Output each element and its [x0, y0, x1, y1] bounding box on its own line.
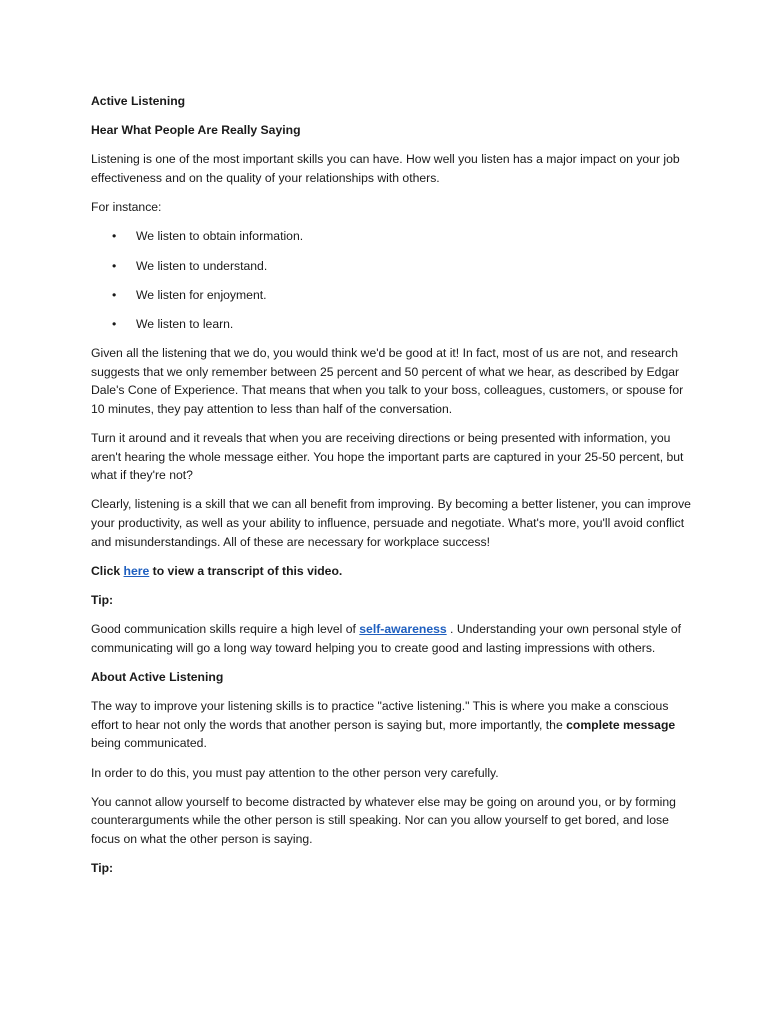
- document-subtitle: Hear What People Are Really Saying: [91, 123, 301, 138]
- tip-suffix: . Understanding your own personal style of communicating will go a long way toward helping you to create good and lasting impressions with others.: [91, 622, 682, 655]
- self-awareness-link[interactable]: self-awareness: [359, 622, 447, 637]
- way-suffix: being communicated.: [91, 736, 207, 751]
- list-item: [91, 315, 691, 334]
- transcript-suffix: to view a transcript of this video.: [149, 563, 343, 578]
- list-item: [91, 286, 691, 305]
- turn-paragraph: Turn it around and it reveals that when you are receiving directions or being presented with information, you aren't hearing the whole message either. You hope the important parts are captured in your 25-50 percent, but what if they're not?: [91, 431, 684, 483]
- document-title: Active Listening: [91, 94, 186, 108]
- bullet-icon: •: [112, 316, 117, 331]
- list-item: [91, 227, 691, 246]
- list-item-text: We listen to understand.: [136, 258, 268, 273]
- list-item-text: We listen to learn.: [136, 316, 234, 331]
- section-heading: About Active Listening: [91, 669, 224, 684]
- order-paragraph: In order to do this, you must pay attention to the other person very carefully.: [91, 765, 499, 780]
- bullet-icon: •: [112, 258, 117, 273]
- intro-paragraph: Listening is one of the most important skills you can have. How well you listen has a major impact on your job effectiveness and on the quality of your relationships with others.: [91, 152, 680, 185]
- way-paragraph: [91, 697, 691, 753]
- tip-label: Tip:: [91, 861, 114, 876]
- tip-prefix: Good communication skills require a high level of: [91, 622, 360, 637]
- way-prefix: The way to improve your listening skills is to practice "active listening." This is where you make a conscious effort to hear not only the words that another person is saying but, more importantly, the: [91, 699, 669, 732]
- clearly-paragraph: Clearly, listening is a skill that we can all benefit from improving. By becoming a better listener, you can improve your productivity, as well as your ability to influence, persuade and negotiate. What's more, you'll avoid conflict and misunderstandings. All of these are necessary for workplace success!: [91, 497, 691, 549]
- transcript-link[interactable]: here: [123, 563, 150, 578]
- complete-message-text: complete message: [566, 717, 676, 732]
- tip-paragraph: [91, 620, 691, 657]
- list-item-text: We listen for enjoyment.: [136, 287, 267, 302]
- bullet-icon: •: [112, 229, 117, 244]
- given-paragraph: Given all the listening that we do, you would think we'd be good at it! In fact, most of us are not, and research suggests that we only remember between 25 percent and 50 percent of what we hear, as described by Edgar Dale's Cone of Experience. That means that when you talk to your boss, colleagues, customers, or spouse for 10 minutes, they pay attention to less than half of the conversation.: [91, 346, 684, 416]
- transcript-prefix: Click: [91, 563, 124, 578]
- tip-label: Tip:: [91, 593, 114, 607]
- bullet-icon: •: [112, 287, 117, 302]
- bullet-list: [91, 227, 691, 333]
- for-instance-paragraph: For instance:: [91, 200, 162, 215]
- cannot-paragraph: You cannot allow yourself to become distracted by whatever else may be going on around you, or by forming counterarguments while the other person is still speaking. Nor can you allow yourself to get bored, and lose focus on what the other person is saying.: [91, 794, 676, 846]
- list-item-text: We listen to obtain information.: [136, 229, 304, 244]
- list-item: [91, 257, 691, 276]
- transcript-paragraph: [91, 562, 691, 581]
- document-page: [91, 92, 691, 888]
